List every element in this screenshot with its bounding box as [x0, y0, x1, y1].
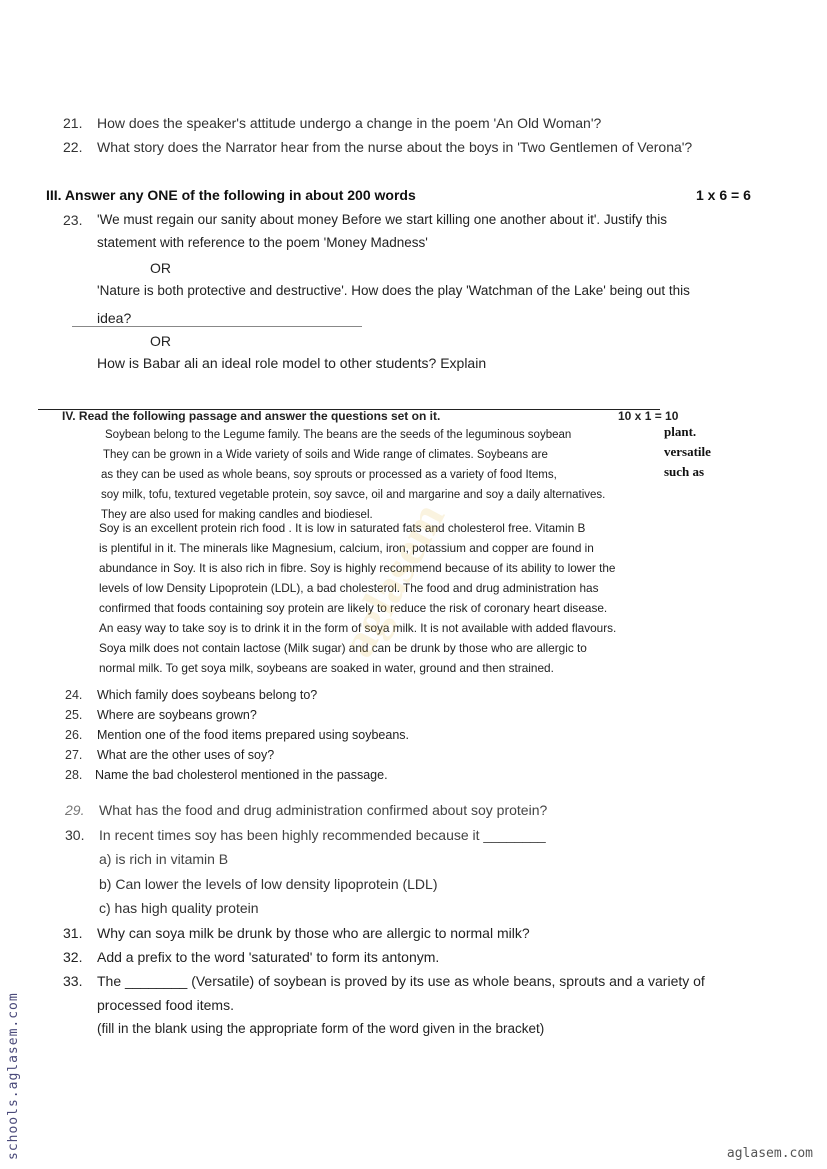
question-text: Name the bad cholesterol mentioned in the passage. [95, 768, 388, 782]
question-instruction: (fill in the blank using the appropriate form of the word given in the bracket) [97, 1021, 545, 1036]
question-text: Mention one of the food items prepared using soybeans. [97, 728, 410, 742]
option-a: a) is rich in vitamin B [99, 851, 229, 867]
question-number: 24. [65, 688, 83, 702]
question-text: What has the food and drug administration confirmed about soy protein? [99, 802, 548, 818]
passage-line: soy milk, tofu, textured vegetable protein, soy savce, oil and margarine and soy a daily alternatives. [101, 489, 606, 501]
passage-line: They can be grown in a Wide variety of soils and Wide range of climates. Soybeans are [103, 449, 548, 461]
passage-line: normal milk. To get soya milk, soybeans are soaked in water, ground and then strained. [99, 661, 554, 675]
passage-line: An easy way to take soy is to drink it in the form of soya milk. It is not available with added flavours. [99, 621, 617, 635]
section-marks: 10 x 1 = 10 [618, 409, 679, 423]
question-number: 26. [65, 728, 83, 742]
question-text: idea? [97, 310, 132, 326]
question-text: statement with reference to the poem 'Money Madness' [97, 235, 428, 250]
or-separator: OR [150, 333, 171, 349]
question-text: Where are soybeans grown? [97, 708, 257, 722]
question-text: What are the other uses of soy? [97, 748, 275, 762]
passage-line: confirmed that foods containing soy protein are likely to reduce the risk of coronary heart disease. [99, 601, 608, 615]
question-text: What story does the Narrator hear from the nurse about the boys in 'Two Gentlemen of Verona'? [97, 139, 693, 155]
passage-line: Soya milk does not contain lactose (Milk sugar) and can be drunk by those who are allergic to [99, 641, 587, 655]
section-heading: IV. Read the following passage and answer the questions set on it. [62, 409, 441, 423]
question-number: 29. [65, 802, 85, 818]
question-number: 32. [63, 949, 83, 965]
divider-line [72, 326, 362, 327]
question-number: 31. [63, 925, 83, 941]
question-text: 'We must regain our sanity about money Before we start killing one another about it'. Justify this [97, 212, 667, 227]
question-number: 33. [63, 973, 83, 989]
side-note: versatile [664, 444, 711, 459]
passage-line: They are also used for making candles and biodiesel. [101, 509, 373, 521]
question-text: Why can soya milk be drunk by those who are allergic to normal milk? [97, 925, 530, 941]
background-watermark: aglasem [330, 494, 456, 666]
question-number: 22. [63, 139, 83, 155]
side-note: such as [664, 464, 705, 479]
question-number: 30. [65, 827, 85, 843]
question-text: 'Nature is both protective and destructive'. How does the play 'Watchman of the Lake' being out this [97, 283, 690, 298]
question-number: 28. [65, 768, 83, 782]
question-text: Which family does soybeans belong to? [97, 688, 318, 702]
side-watermark: schools.aglasem.com [6, 992, 21, 1160]
passage-line: Soy is an excellent protein rich food . It is low in saturated fats and cholesterol free. Vitamin B [99, 521, 586, 535]
footer-watermark: aglasem.com [726, 1146, 813, 1161]
or-separator: OR [150, 260, 171, 276]
passage-line: is plentiful in it. The minerals like Magnesium, calcium, iron, potassium and copper are found in [99, 541, 594, 555]
question-number: 21. [63, 115, 83, 131]
section-marks: 1 x 6 = 6 [696, 187, 751, 203]
question-text: The ________ (Versatile) of soybean is proved by its use as whole beans, sprouts and a variety of [97, 973, 705, 989]
section-heading: III. Answer any ONE of the following in about 200 words [46, 187, 416, 203]
side-note: plant. [664, 424, 697, 439]
question-number: 27. [65, 748, 83, 762]
question-text: processed food items. [97, 997, 234, 1013]
passage-line: Soybean belong to the Legume family. The beans are the seeds of the leguminous soybean [105, 429, 572, 441]
passage-line: levels of low Density Lipoprotein (LDL), a bad cholesterol. The food and drug administration has [99, 581, 599, 595]
option-c: c) has high quality protein [99, 900, 259, 916]
passage-line: abundance in Soy. It is also rich in fibre. Soy is highly recommend because of its ability to lower the [99, 561, 616, 575]
question-number: 23. [63, 212, 83, 228]
passage-line: as they can be used as whole beans, soy sprouts or processed as a variety of food Items, [101, 469, 557, 481]
question-text: How does the speaker's attitude undergo a change in the poem 'An Old Woman'? [97, 115, 602, 131]
question-text: How is Babar ali an ideal role model to other students? Explain [97, 355, 487, 371]
question-text: In recent times soy has been highly recommended because it ________ [99, 827, 546, 843]
question-number: 25. [65, 708, 83, 722]
option-b: b) Can lower the levels of low density lipoprotein (LDL) [99, 876, 438, 892]
question-text: Add a prefix to the word 'saturated' to form its antonym. [97, 949, 440, 965]
